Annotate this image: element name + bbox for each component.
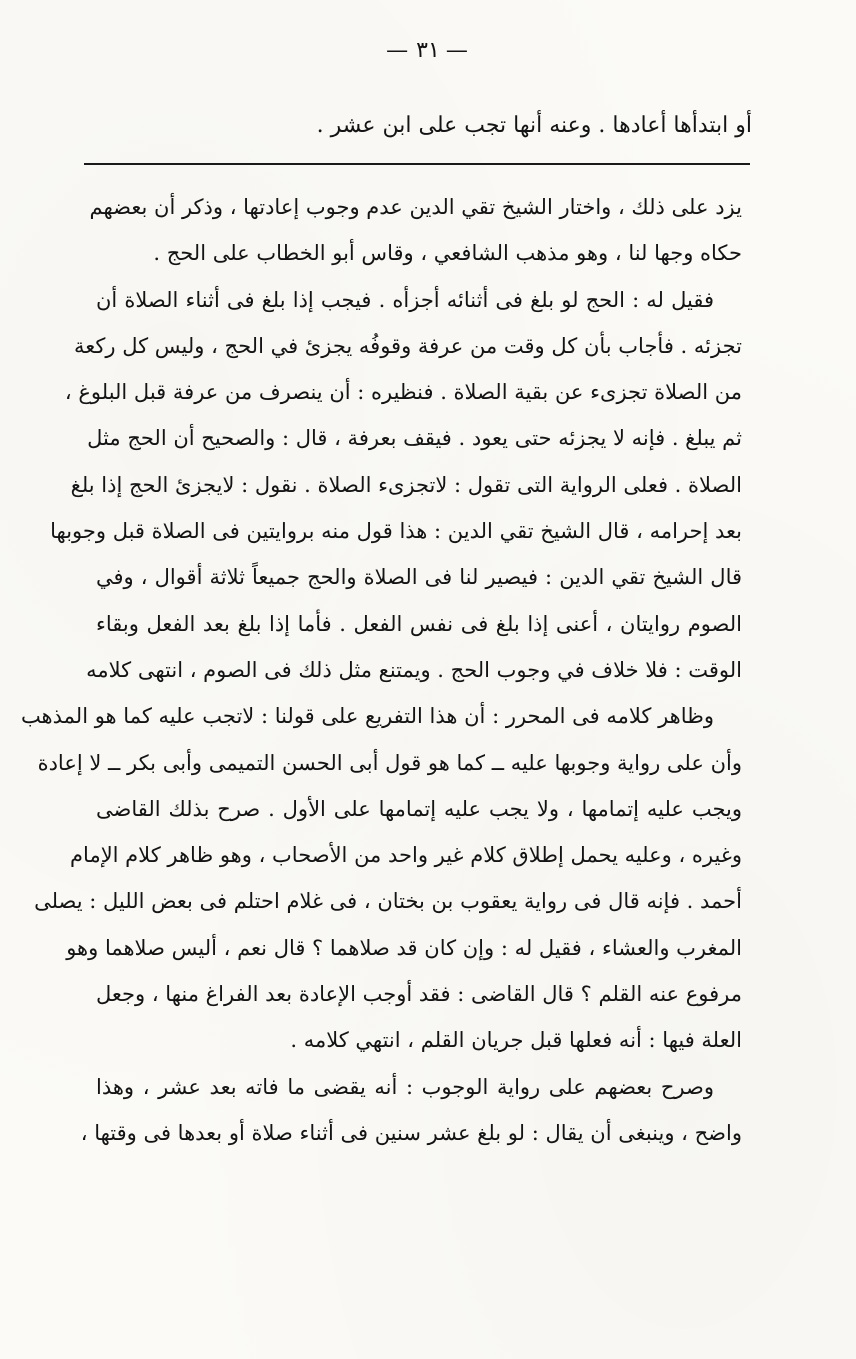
main-text-block	[20, 184, 742, 1156]
text-line-12: وظاهر كلامه فى المحرر : أن هذا التفريع على قولنا : لاتجب عليه كما هو المذهب	[20, 704, 714, 729]
text-line-1: يزد على ذلك ، واختار الشيخ تقي الدين عدم وجوب إعادتها ، وذكر أن بعضهم	[89, 195, 742, 219]
footnote-divider-rule	[84, 163, 750, 165]
text-line-7: الصلاة . فعلى الرواية التى تقول : لاتجزىء الصلاة . نقول : لايجزئ الحج إذا بلغ	[70, 472, 742, 497]
page-number-dash-right: —	[386, 38, 411, 63]
text-line-3: فقيل له : الحج لو بلغ فى أثنائه أجزأه . فيجب إذا بلغ فى أثناء الصلاة أن	[96, 287, 714, 312]
text-line-10: الصوم روايتان ، أعنى إذا بلغ فى نفس الفعل . فأما إذا بلغ بعد الفعل وبقاء	[96, 611, 742, 636]
page-number	[0, 38, 856, 63]
text-line-14: ويجب عليه إتمامها ، ولا يجب عليه إتمامها على الأول . صرح بذلك القاضى	[96, 796, 742, 821]
text-line-21: واضح ، وينبغى أن يقال : لو بلغ عشر سنين فى أثناء صلاة أو بعدها فى وقتها ،	[80, 1120, 742, 1145]
text-line-11: الوقت : فلا خلاف في وجوب الحج . ويمتنع مثل ذلك فى الصوم ، انتهى كلامه	[86, 657, 742, 682]
footnote-continuation: أو ابتدأها أعادها . وعنه أنها تجب على ابن عشر .	[316, 113, 752, 138]
text-line-2: حكاه وجها لنا ، وهو مذهب الشافعي ، وقاس أبو الخطاب على الحج .	[153, 241, 742, 266]
text-line-19: العلة فيها : أنه فعلها قبل جريان القلم ، انتهي كلامه .	[290, 1028, 742, 1053]
text-line-16: أحمد . فإنه قال فى رواية يعقوب بن بختان ، فى غلام احتلم فى بعض الليل : يصلى	[34, 889, 742, 914]
text-line-4: تجزئه . فأجاب بأن كل وقت من عرفة وقوفُه يجزئ في الحج ، وليس كل ركعة	[74, 333, 742, 358]
page-number-dash-left: —	[445, 38, 470, 63]
text-line-13: وأن على رواية وجوبها عليه ــ كما هو قول أبى الحسن التميمى وأبى بكر ــ لا إعادة	[37, 750, 742, 775]
text-line-17: المغرب والعشاء ، فقيل له : وإن كان قد صلاهما ؟ قال نعم ، أليس صلاهما وهو	[66, 935, 742, 960]
text-line-6: ثم يبلغ . فإنه لا يجزئه حتى يعود . فيقف بعرفة ، قال : والصحيح أن الحج مثل	[87, 426, 742, 451]
text-line-20: وصرح بعضهم على رواية الوجوب : أنه يقضى ما فاته بعد عشر ، وهذا	[96, 1074, 714, 1099]
text-line-15: وغيره ، وعليه يحمل إطلاق كلام غير واحد من الأصحاب ، وهو ظاهر كلام الإمام	[70, 843, 742, 868]
text-line-18: مرفوع عنه القلم ؟ قال القاضى : فقد أوجب الإعادة بعد الفراغ منها ، وجعل	[96, 982, 742, 1007]
page-number-value: ٣١	[416, 38, 440, 63]
text-line-5: من الصلاة تجزىء عن بقية الصلاة . فنظيره : أن ينصرف من عرفة قبل البلوغ ،	[64, 380, 742, 405]
text-line-8: بعد إحرامه ، قال الشيخ تقي الدين : هذا قول منه بروايتين فى الصلاة قبل وجوبها	[50, 519, 742, 544]
text-line-9: قال الشيخ تقي الدين : فيصير لنا فى الصلاة والحج جميعاً ثلاثة أقوال ، وفي	[96, 565, 742, 590]
